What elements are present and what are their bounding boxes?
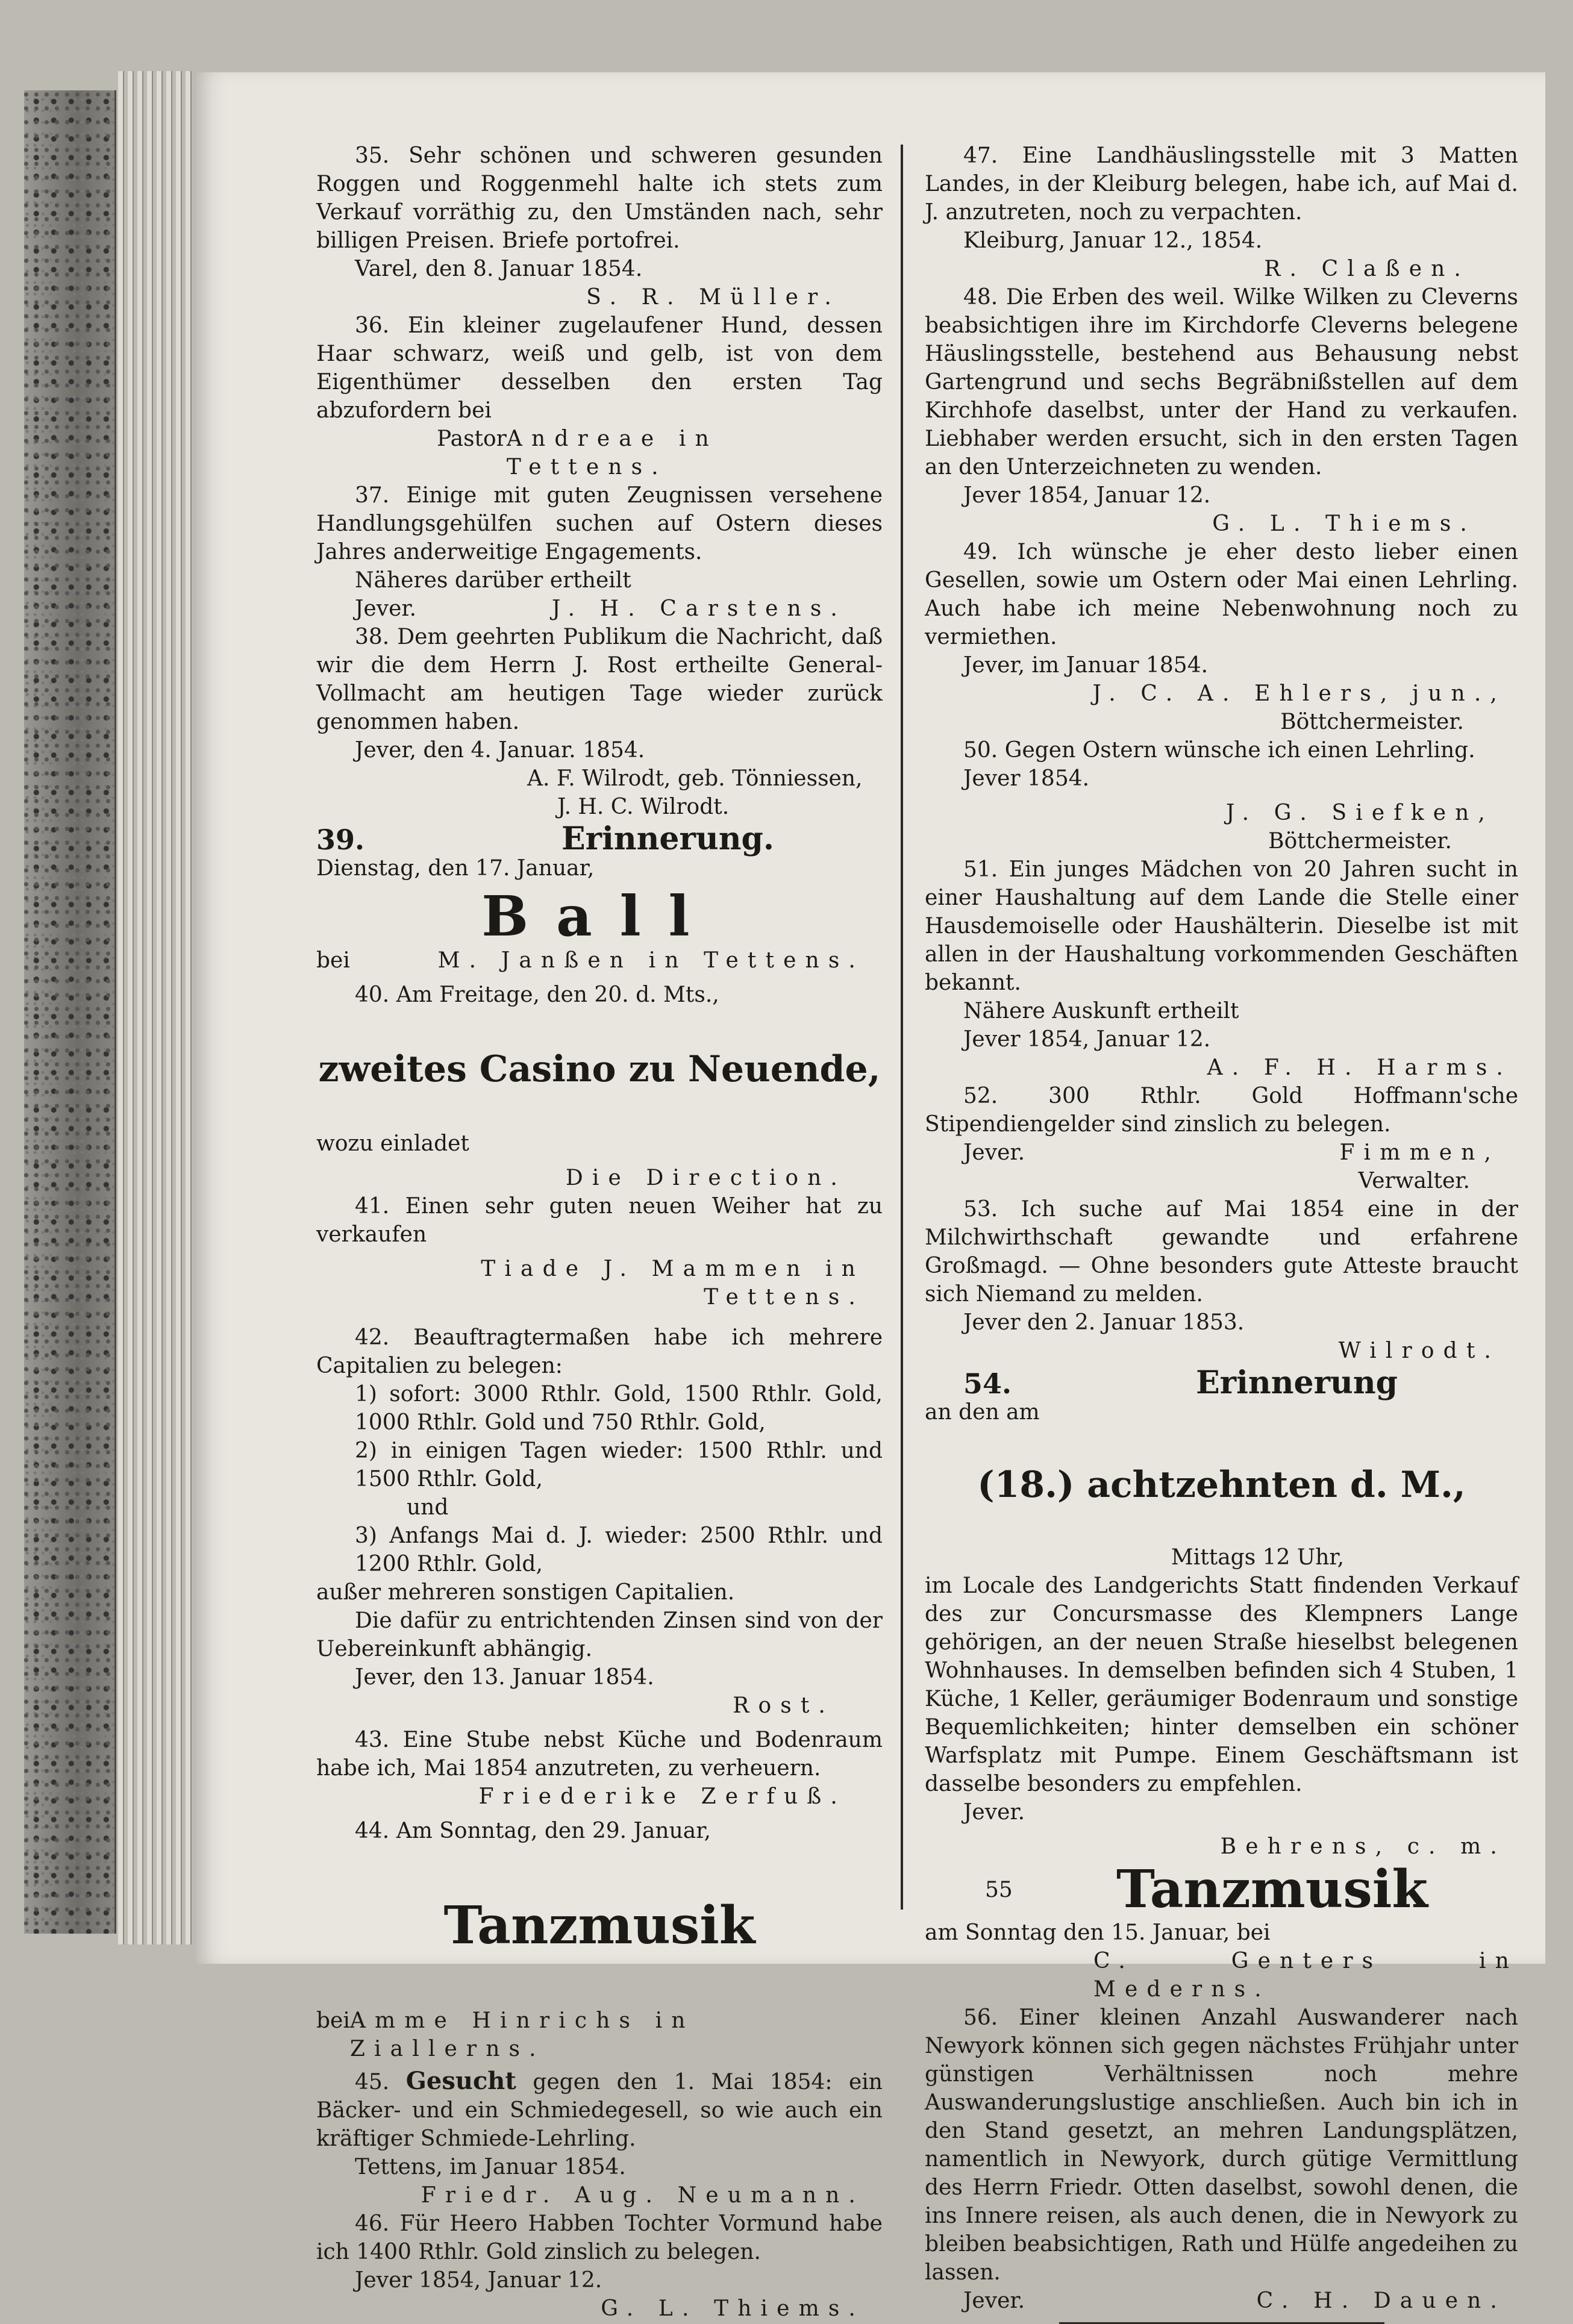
ad-number: 54. (963, 1367, 1012, 1400)
ad-text: 41. Einen sehr guten neuen Weiher hat zu verkaufen (316, 1194, 883, 1247)
ad-invite: wozu einladet (316, 1131, 469, 1156)
ad-text: 37. Einige mit guten Zeugnissen versehene Handlungsgehülfen suchen auf Ostern dieses Jahres anderweitige Engagements. (316, 483, 883, 564)
ad-signature: J. G. Siefken, (1225, 801, 1494, 825)
ad-headline: (18.) achtzehnten d. M., (977, 1464, 1466, 1506)
ad-place: Jever, den 13. Januar 1854. (355, 1665, 654, 1690)
ad-extra: außer mehreren sonstigen Capitalien. (316, 1580, 735, 1605)
ad-44 (316, 1817, 883, 2063)
ad-55 (925, 1861, 1518, 2004)
right-column (925, 142, 1518, 2324)
page-edge (176, 71, 182, 1944)
ad-date: am Sonntag den 15. Januar, bei (925, 1920, 1271, 1945)
page-edge (186, 71, 192, 1944)
ad-36 (316, 311, 883, 481)
ad-text: 49. Ich wünsche je eher desto lieber einen Gesellen, sowie um Ostern oder Mai einen Lehrling. Auch habe ich meine Nebenwohnung noch zu vermiethen. (925, 540, 1518, 649)
ad-signature: J. H. C. Wilrodt. (557, 795, 730, 819)
ad-56 (925, 2004, 1518, 2324)
ad-place: Jever 1854, Januar 12. (963, 1027, 1211, 1052)
ad-list-item: 3) Anfangs Mai d. J. wieder: 2500 Rthlr. und 1200 Rthlr. Gold, (355, 1523, 883, 1576)
ad-signature: Fimmen, (1339, 1140, 1500, 1165)
ad-signature: Behrens, c. m. (1220, 1834, 1506, 1859)
page-edge (137, 71, 143, 1944)
ad-place: Tettens, im Januar 1854. (355, 2155, 626, 2179)
ad-signature: G. L. Thiems. (1212, 511, 1476, 536)
ad-43 (316, 1726, 883, 1811)
ad-signature: Wilrodt. (1338, 1338, 1500, 1363)
ad-41 (316, 1192, 883, 1311)
ad-list-item: 2) in einigen Tagen wieder: 1500 Rthlr. und 1500 Rthlr. Gold, (355, 1438, 883, 1492)
ad-place: Jever, den 4. Januar. 1854. (355, 738, 645, 763)
ad-48 (925, 283, 1518, 538)
ad-place: Jever 1854, Januar 12. (355, 2268, 602, 2293)
ad-37 (316, 481, 883, 623)
ad-signature: S. R. Müller. (586, 285, 840, 310)
ad-signature: Friederike Zerfuß. (478, 1784, 846, 1809)
ad-place: Jever. (355, 596, 417, 621)
ad-signature-prefix: Pastor (437, 426, 507, 451)
ad-text: 48. Die Erben des weil. Wilke Wilken zu Cleverns beabsichtigen ihre im Kirchdorfe Cleverns belegene Häuslingsstelle, bestehend aus Behausung nebst Gartengrund und sechs Begräbnißstellen auf dem Kirchhofe daselbst, unter der Hand zu verkaufen. Liebhaber werden ersucht, sich in den ersten Tagen an den Unterzeichneten zu wenden. (925, 285, 1518, 479)
ad-signature: G. L. Thiems. (601, 2296, 865, 2321)
ad-49 (925, 538, 1518, 736)
ad-text: 38. Dem geehrten Publikum die Nachricht, daß wir die dem Herrn J. Rost ertheilte General-Vollmacht am heutigen Tage wieder zurück genommen haben. (316, 625, 883, 734)
ad-50 (925, 736, 1518, 855)
ad-number: 45. (355, 2070, 390, 2094)
ad-signature: Andreae in Tettens. (506, 426, 718, 479)
ad-signature: C. H. Dauen. (1256, 2288, 1506, 2313)
ad-46 (316, 2210, 883, 2323)
ad-42 (316, 1323, 883, 1720)
ad-number: 39. (316, 823, 365, 856)
ad-place: Jever 1854, Januar 12. (963, 483, 1211, 508)
ad-signature: Die Direction. (565, 1166, 846, 1190)
ad-headline: zweites Casino zu Neuende, (318, 1048, 881, 1090)
page-edge (147, 71, 153, 1944)
ad-bei: bei (316, 948, 350, 973)
ad-text: 42. Beauftragtermaßen habe ich mehrere Capitalien zu belegen: (316, 1325, 883, 1378)
ad-role: Böttchermeister. (1268, 829, 1452, 854)
ad-text: 40. Am Freitage, den 20. d. Mts., (355, 982, 719, 1007)
column-divider (901, 145, 903, 1910)
ad-signature: R. Claßen. (1264, 257, 1470, 281)
ad-role: Verwalter. (1358, 1169, 1470, 1193)
ad-place: Kleiburg, Januar 12., 1854. (963, 228, 1263, 253)
ad-text: 53. Ich suche auf Mai 1854 eine in der Milchwirthschaft gewandte und erfahrene Großmagd. — Ohne besonders gute Atteste braucht sich Niemand zu melden. (925, 1197, 1518, 1307)
ad-signature: C. Genters in Mederns. (1093, 1949, 1518, 2002)
ad-52 (925, 1082, 1518, 1195)
ad-text: 51. Ein junges Mädchen von 20 Jahren sucht in einer Haushaltung auf dem Lande die Stelle einer Hausdemoiselle oder Haushälterin. Dieselbe ist mit allen in der Haushaltung vorkommenden Geschäften bekannt. (925, 857, 1518, 995)
ad-list-item: 1) sofort: 3000 Rthlr. Gold, 1500 Rthlr. Gold, 1000 Rthlr. Gold und 750 Rthlr. Gold, (355, 1382, 883, 1435)
ad-place: Jever. (963, 1800, 1025, 1825)
ad-role: Böttchermeister. (1280, 710, 1464, 734)
ad-headline: Tanzmusik (1116, 1859, 1428, 1920)
ad-place: Jever den 2. Januar 1853. (963, 1310, 1245, 1335)
ad-more: Näheres darüber ertheilt (355, 568, 631, 593)
marbled-book-cover (24, 90, 116, 1934)
ad-text: im Locale des Landgerichts Statt findenden Verkauf des zur Concursmasse des Klempners Lange gehörigen, an der neuen Straße hieselbst belegenen Wohnhauses. In demselben befinden sich 4 Stuben, 1 Küche, 1 Keller, geräumiger Bodenraum und sonstige Bequemlichkeiten; hinter demselben ein schöner Warfsplatz mit Pumpe. Einem Geschäftsmann ist dasselbe besonders zu empfehlen. (925, 1573, 1518, 1796)
ad-text: 36. Ein kleiner zugelaufener Hund, dessen Haar schwarz, weiß und gelb, ist von dem Eigenthümer desselben den ersten Tag abzufordern bei (316, 313, 883, 423)
ad-text: gegen den 1. Mai 1854: ein Bäcker- und ein Schmiedegesell, so wie auch ein kräftiger Schmiede-Lehrling. (316, 2070, 883, 2151)
ad-39 (316, 820, 883, 975)
ad-more: Nähere Auskunft ertheilt (963, 999, 1239, 1023)
ad-signature: Amme Hinrichs in Ziallerns. (349, 2008, 695, 2061)
ad-signature: Friedr. Aug. Neumann. (421, 2183, 865, 2208)
ad-signature: J. C. A. Ehlers, jun., (1092, 681, 1506, 706)
ad-text: 44. Am Sonntag, den 29. Januar, (355, 1819, 711, 1843)
ad-time: Mittags 12 Uhr, (1171, 1545, 1345, 1570)
ad-place: Jever. (963, 1140, 1025, 1165)
ad-signature: A. F. H. Harms. (1207, 1055, 1512, 1080)
ad-53 (925, 1195, 1518, 1365)
ad-text: 43. Eine Stube nebst Küche und Bodenraum habe ich, Mai 1854 anzutreten, zu verheuern. (316, 1728, 883, 1781)
ad-signature: Tiade J. Mammen in Tettens. (481, 1257, 865, 1310)
left-column (316, 142, 883, 2323)
ad-headline: Ball (481, 884, 718, 949)
ad-place: Varel, den 8. Januar 1854. (355, 257, 643, 281)
ad-45 (316, 2067, 883, 2210)
page-edge (157, 71, 163, 1944)
page-edge (118, 71, 124, 1944)
ad-54 (925, 1364, 1518, 1861)
page-edge (166, 71, 172, 1944)
ad-signature: J. H. Carstens. (551, 596, 846, 621)
ad-place: Jever. (963, 2288, 1025, 2313)
ad-signature: M. Janßen in Tettens. (437, 948, 865, 973)
ad-40 (316, 981, 883, 1192)
ad-text: 35. Sehr schönen und schweren gesunden Roggen und Roggenmehl halte ich stets zum Verkauf vorräthig zu, den Umständen nach, sehr billigen Preisen. Briefe portofrei. (316, 143, 883, 253)
ad-text: 50. Gegen Ostern wünsche ich einen Lehrling. (963, 738, 1475, 763)
ad-zins: Die dafür zu entrichtenden Zinsen sind von der Uebereinkunft abhängig. (316, 1608, 883, 1661)
ad-date: Dienstag, den 17. Januar, (316, 856, 595, 881)
page-edge (128, 71, 134, 1944)
ad-text: 52. 300 Rthlr. Gold Hoffmann'sche Stipendiengelder sind zinslich zu belegen. (925, 1084, 1518, 1137)
ad-headline: Tanzmusik (443, 1895, 755, 1956)
ad-pre: an den am (925, 1400, 1040, 1425)
ad-text: 47. Eine Landhäuslingsstelle mit 3 Matten Landes, in der Kleiburg belegen, habe ich, auf Mai d. J. anzutreten, noch zu verpachten. (925, 143, 1518, 225)
ad-47 (925, 142, 1518, 283)
ad-number: 55 (985, 1877, 1013, 1902)
ad-text: 46. Für Heero Habben Tochter Vormund habe ich 1400 Rthlr. Gold zinslich zu belegen. (316, 2211, 883, 2264)
ad-place: Jever 1854. (963, 766, 1090, 791)
ad-51 (925, 855, 1518, 1082)
ad-heading: Erinnerung (1196, 1364, 1398, 1401)
ad-list-und: und (407, 1495, 449, 1520)
ad-bei: bei (316, 2008, 350, 2033)
ad-place: Jever, im Januar 1854. (963, 653, 1209, 678)
ad-heading: Erinnerung. (561, 820, 774, 857)
ad-text: 56. Einer kleinen Anzahl Auswanderer nach Newyork können sich gegen nächstes Frühjahr unter günstigen Verhältnissen noch mehre Auswanderungslustige anschließen. Auch bin ich in den Stand gesetzt, an mehren Landungsplätzen, namentlich in Newyork, durch gütige Vermittlung des Herrn Friedr. Otten daselbst, sowohl denen, die ins Innere reisen, als auch denen, die in Newyork zu bleiben beabsichtigen, Rath und Hülfe angedeihen zu lassen. (925, 2005, 1518, 2285)
ad-38 (316, 623, 883, 821)
ad-signature: A. F. Wilrodt, geb. Tönniessen, (527, 766, 863, 791)
ad-bold-keyword: Gesucht (405, 2067, 516, 2095)
ad-signature: Rost. (733, 1693, 834, 1718)
ad-35 (316, 142, 883, 311)
